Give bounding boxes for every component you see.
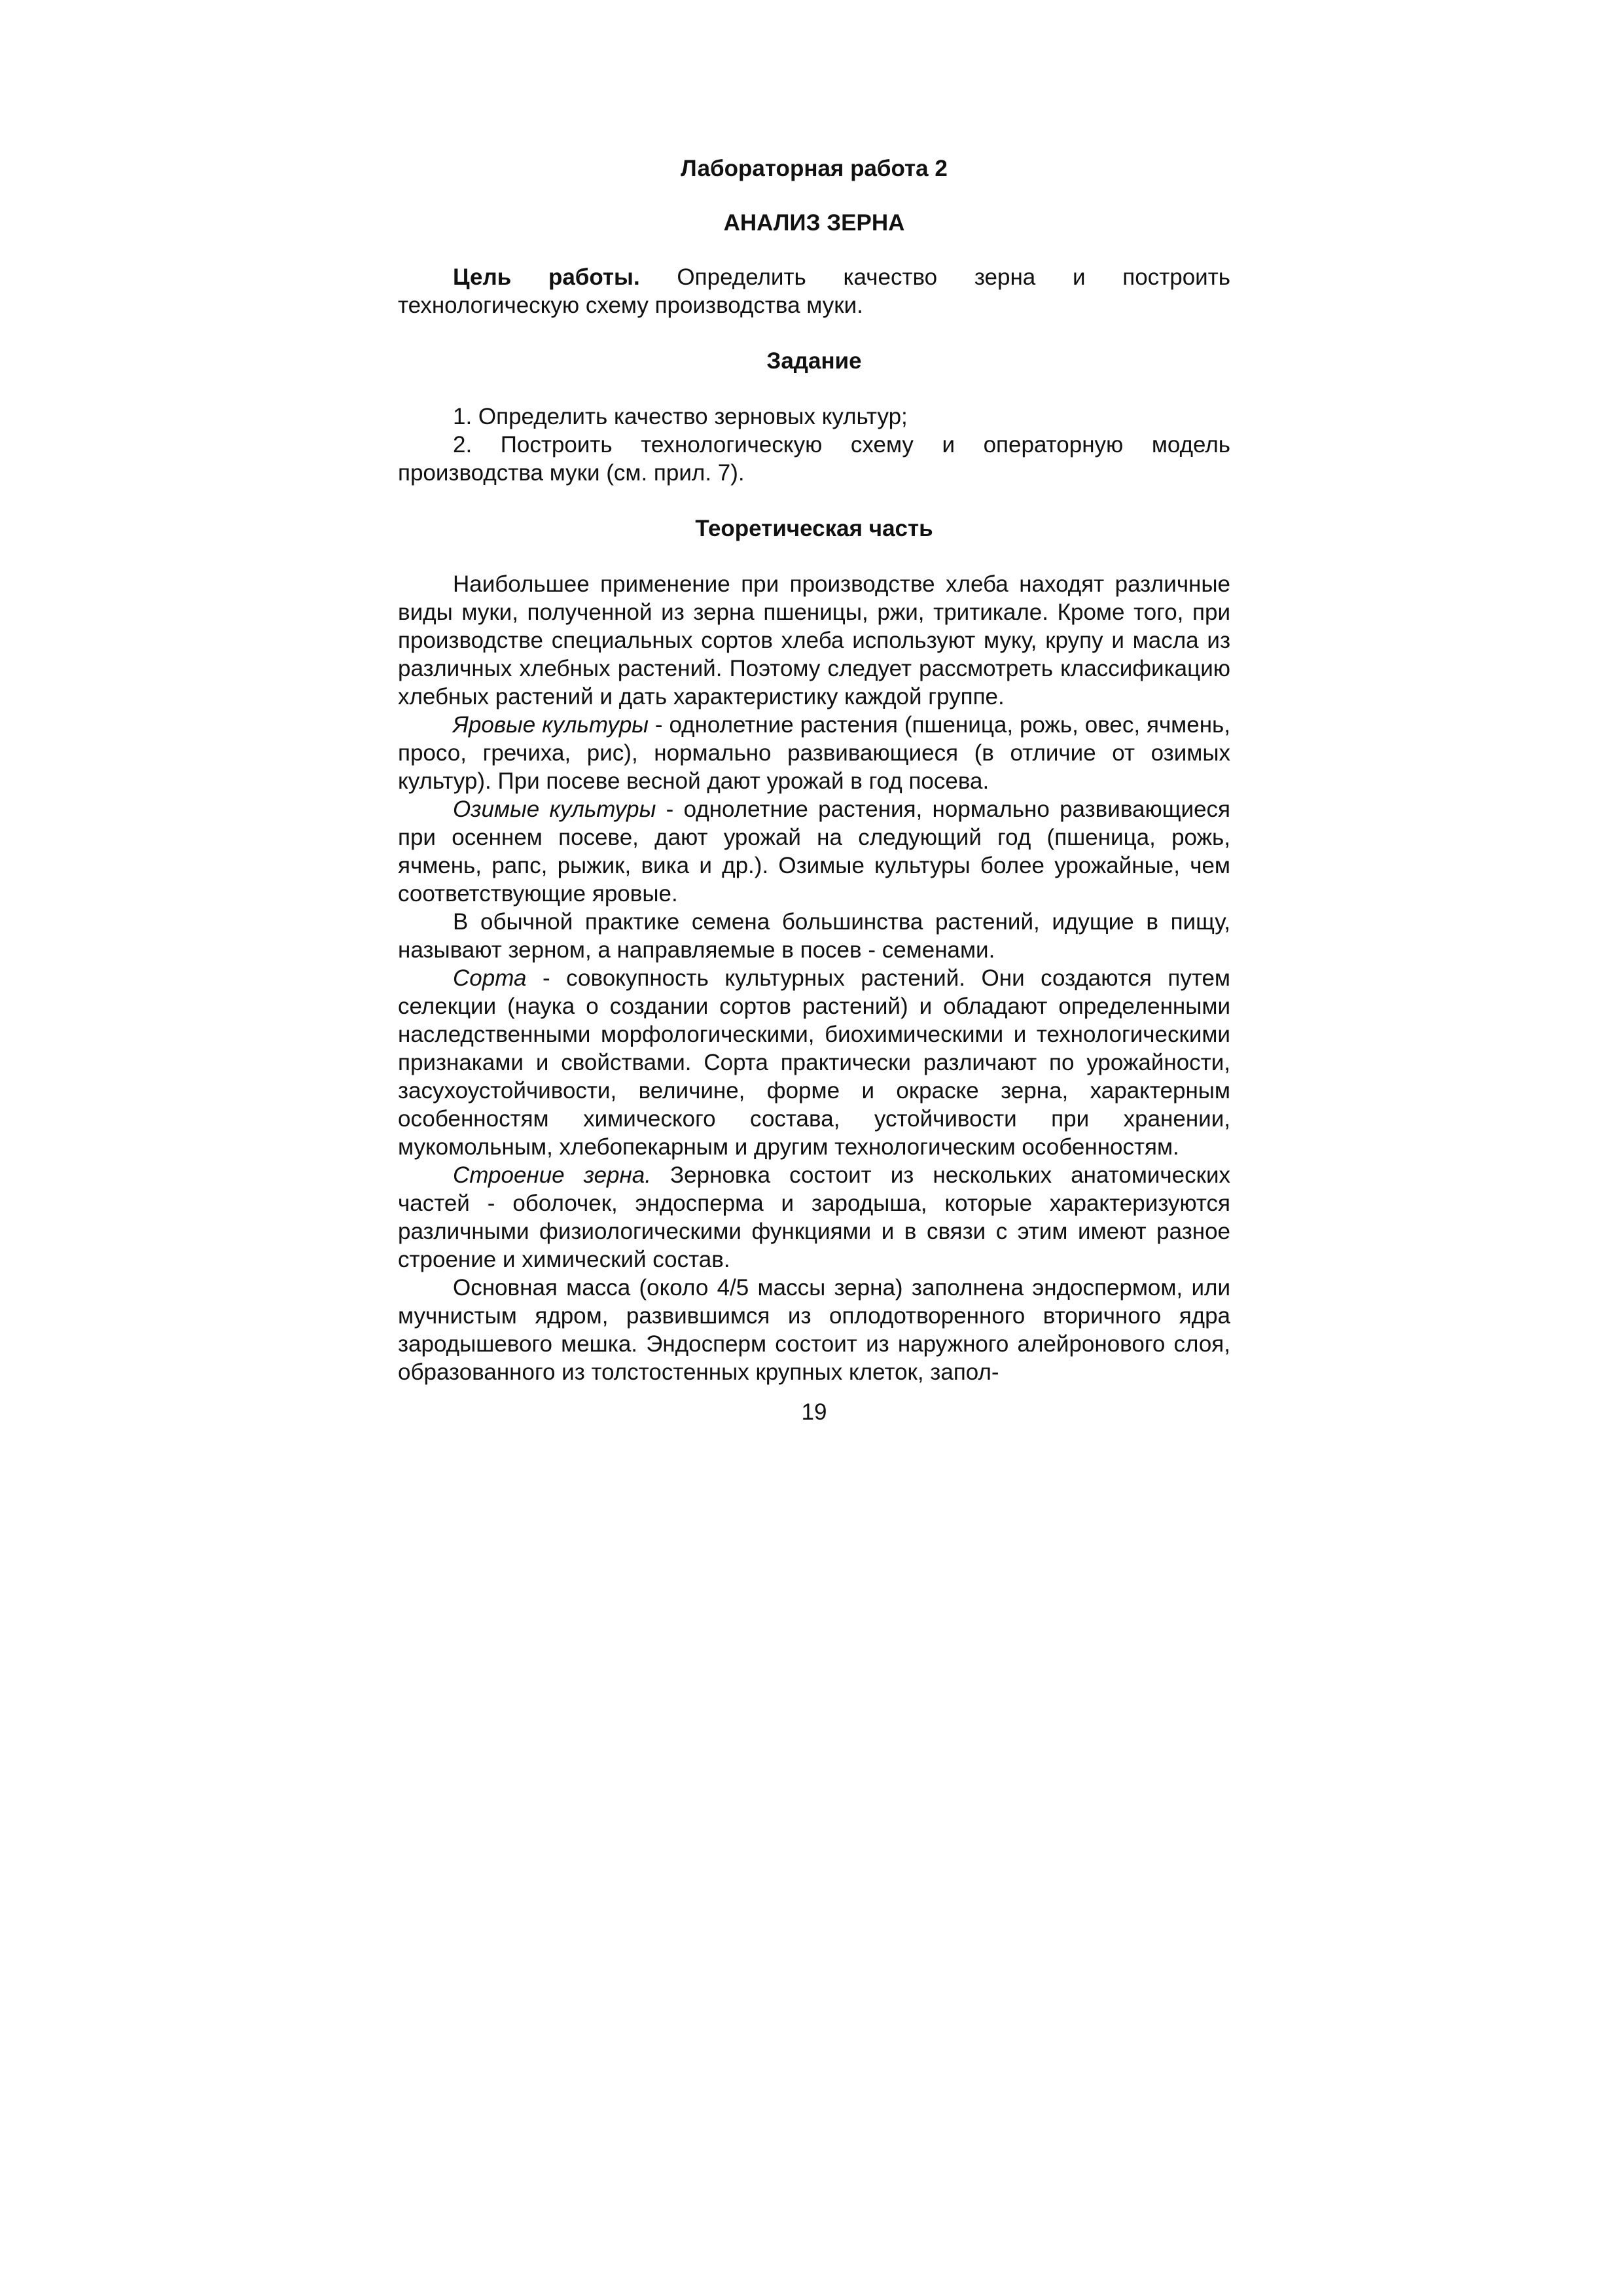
varieties-paragraph [398,964,1230,1161]
grain-structure-term: Строение зерна. [453,1162,651,1188]
spring-crops-term: Яровые культуры [453,712,649,738]
theory-intro-paragraph: Наибольшее применение при производстве хлеба находят различные виды муки, полученной из зерна пшеницы, ржи, тритикале. Кроме того, при производстве специальных сортов хлеба используют муку, крупу и масла из различных хлебных растений. Поэтому следует рассмотреть классификацию хлебных растений и дать характеристику каждой группе. [398,571,1230,709]
spring-crops-paragraph [398,711,1230,795]
endosperm-paragraph: Основная масса (около 4/5 массы зерна) заполнена эндоспермом, или мучнистым ядром, развившимся из оплодотворенного вторичного ядра зародышевого мешка. Эндосперм состоит из наружного алейронового слоя, образованного из толстостенных крупных клеток, запол- [398,1275,1230,1385]
goal-text: Определить качество зерна и построить технологическую схему производства муки. [398,264,1230,318]
task-heading: Задание [766,348,862,374]
grain-structure-paragraph [398,1161,1230,1274]
lab-title: Лабораторная работа 2 [681,156,948,181]
goal-paragraph [398,263,1230,319]
page-text-block [398,154,1230,1426]
task-item-1: 1. Определить качество зерновых культур; [453,404,908,429]
goal-label: Цель работы. [453,264,640,290]
winter-crops-text: - однолетние растения, нормально развивающиеся при осеннем посеве, дают урожай на следующий год (пшеница, рожь, ячмень, рапс, рыжик, вика и др.). Озимые культуры более урожайные, чем соответствующие яровые. [398,797,1230,906]
varieties-text: - совокупность культурных растений. Они создаются путем селекции (наука о создании сортов растений) и обладают определенными наследственными морфологическими, биохимическими и технологическими признаками и свойствами. Сорта практически различают по урожайности, засухоустойчивости, величине, форме и окраске зерна, характерным особенностям химического состава, устойчивости при хранении, мукомольным, хлебопекарным и другим технологическим особенностям. [398,965,1230,1160]
winter-crops-term: Озимые культуры [453,797,656,822]
task-item-2: 2. Построить технологическую схему и операторную модель производства муки (см. прил. 7). [398,432,1230,486]
theory-heading: Теоретическая часть [695,516,933,541]
main-title: АНАЛИЗ ЗЕРНА [723,210,905,236]
practice-paragraph: В обычной практике семена большинства растений, идущие в пищу, называют зерном, а направляемые в посев - семенами. [398,909,1230,963]
winter-crops-paragraph [398,795,1230,908]
varieties-term: Сорта [453,965,527,991]
spring-crops-text: - однолетние растения (пшеница, рожь, овес, ячмень, просо, гречиха, рис), нормально развивающиеся (в отличие от озимых культур). При посеве весной дают урожай в год посева. [398,712,1230,794]
page-number: 19 [801,1399,827,1425]
grain-structure-text: Зерновка состоит из нескольких анатомических частей - оболочек, эндосперма и зародыша, которые характеризуются различными физиологическими функциями и в связи с этим имеют разное строение и химический состав. [398,1162,1230,1272]
